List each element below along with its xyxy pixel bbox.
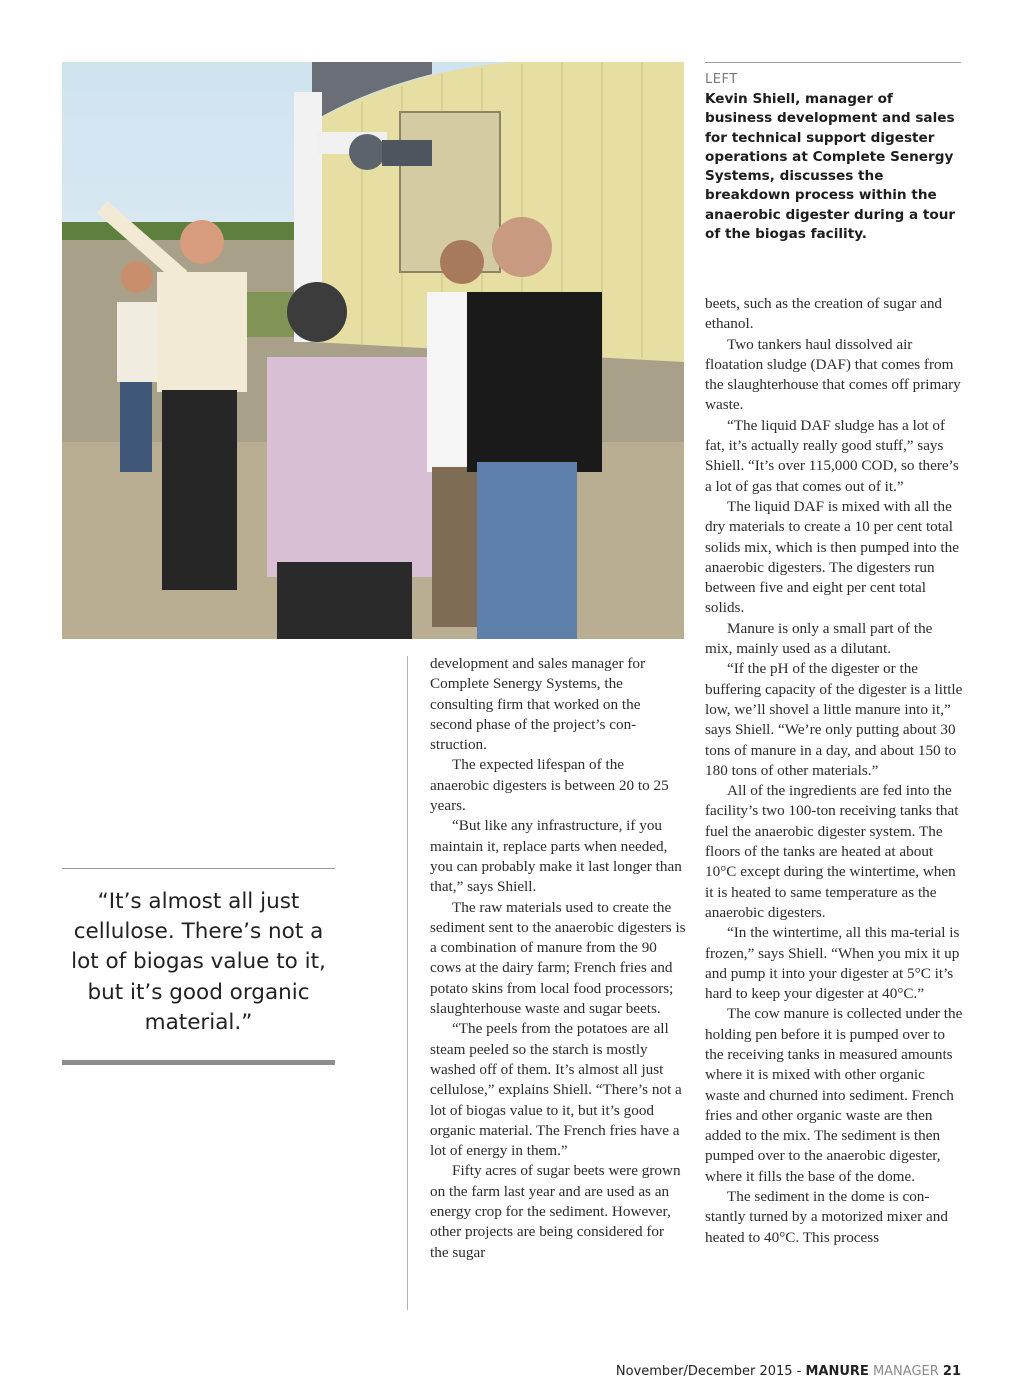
article-column-middle xyxy=(430,654,686,1263)
paragraph: “But like any infrastructure, if you maintain it, replace parts when needed, you can probably make it last longer than that,” says Shiell. xyxy=(430,817,682,896)
paragraph: development and sales manager for Complete Senergy Systems, the consulting firm that worked on the second phase of the project’s con-struction. xyxy=(430,655,646,754)
paragraph: The raw materials used to create the sediment sent to the anaerobic digesters is a combination of manure from the 90 cows at the dairy farm; French fries and potato skins from local food processors; slaughterhouse waste and sugar beets. xyxy=(430,898,686,1018)
caption-label: LEFT xyxy=(705,72,738,87)
paragraph: The sediment in the dome is con-stantly turned by a motorized mixer and heated to 40°C. This process xyxy=(705,1188,948,1246)
paragraph: “The peels from the potatoes are all steam peeled so the starch is mostly washed off of them. It’s almost all just cellulose,” explains Shiell. “There’s not a lot of biogas value to it, but it’s good organic material. The French fries have a lot of energy in them.” xyxy=(430,1020,682,1160)
photo-illustration xyxy=(62,62,684,639)
tour-photo xyxy=(62,62,684,639)
pullquote-bottom-rule xyxy=(62,1060,335,1065)
paragraph: The cow manure is collected under the holding pen before it is pumped over to the receiving tanks in measured amounts where it is mixed with other organic waste and churned into sediment. French fries and other organic waste are then added to the mix. The sediment is then pumped over to the anaerobic digester, where it fills the base of the dome. xyxy=(705,1005,963,1185)
paragraph: All of the ingredients are fed into the facility’s two 100-ton receiving tanks that fuel the anaerobic digester system. The floors of the tanks are heated at about 10°C except during the wintertime, when it is heated to same temperature as the anaerobic digesters. xyxy=(705,782,959,921)
article-column-right xyxy=(705,294,963,1248)
pullquote: “It’s almost all just cellulose. There’s not a lot of biogas value to it, but it’s good organic material.” xyxy=(71,889,326,1035)
footer-brand-light: MANAGER xyxy=(868,1364,943,1379)
paragraph: The liquid DAF is mixed with all the dry materials to create a 10 per cent total solids mix, which is then pumped into the anaerobic digesters. The digesters run between five and eight per cent total solids. xyxy=(705,497,959,617)
footer-brand-bold: MANURE xyxy=(805,1364,869,1379)
paragraph: “In the wintertime, all this ma-terial is frozen,” says Shiell. “When you mix it up and pump it into your digester at 5°C it’s hard to keep your digester at 40°C.” xyxy=(705,924,960,1003)
photo-caption xyxy=(705,62,961,244)
paragraph: “If the pH of the digester or the buffering capacity of the digester is a little low, we’ll shovel a little manure into it,” says Shiell. “We’re only putting about 30 tons of manure in a day, and about 150 to 180 tons of other materials.” xyxy=(705,660,963,779)
paragraph: Manure is only a small part of the mix, mainly used as a dilutant. xyxy=(705,619,933,658)
page-footer xyxy=(616,1364,961,1379)
paragraph: beets, such as the creation of sugar and ethanol. xyxy=(705,295,943,333)
paragraph: The expected lifespan of the anaerobic digesters is between 20 to 25 years. xyxy=(430,756,669,815)
paragraph: Two tankers haul dissolved air floatation sludge (DAF) that comes from the slaughterhouse that comes off primary waste. xyxy=(705,335,961,414)
paragraph: Fifty acres of sugar beets were grown on the farm last year and are used as an energy crop for the sediment. However, other projects are being considered for the sugar xyxy=(430,1162,681,1261)
paragraph: “The liquid DAF sludge has a lot of fat, it’s actually really good stuff,” says Shiell. “It’s over 115,000 COD, so there’s a lot of gas that comes out of it.” xyxy=(705,416,959,495)
caption-text: Kevin Shiell, manager of business development and sales for technical support digester operations at Complete Senergy Systems, discusses the breakdown process within the anaerobic digester during a tour of the biogas facility. xyxy=(705,91,956,243)
page-number: 21 xyxy=(942,1364,961,1379)
footer-issue: November/December 2015 - xyxy=(615,1364,806,1379)
column-divider xyxy=(407,656,408,1310)
pullquote-top-rule xyxy=(62,868,335,869)
